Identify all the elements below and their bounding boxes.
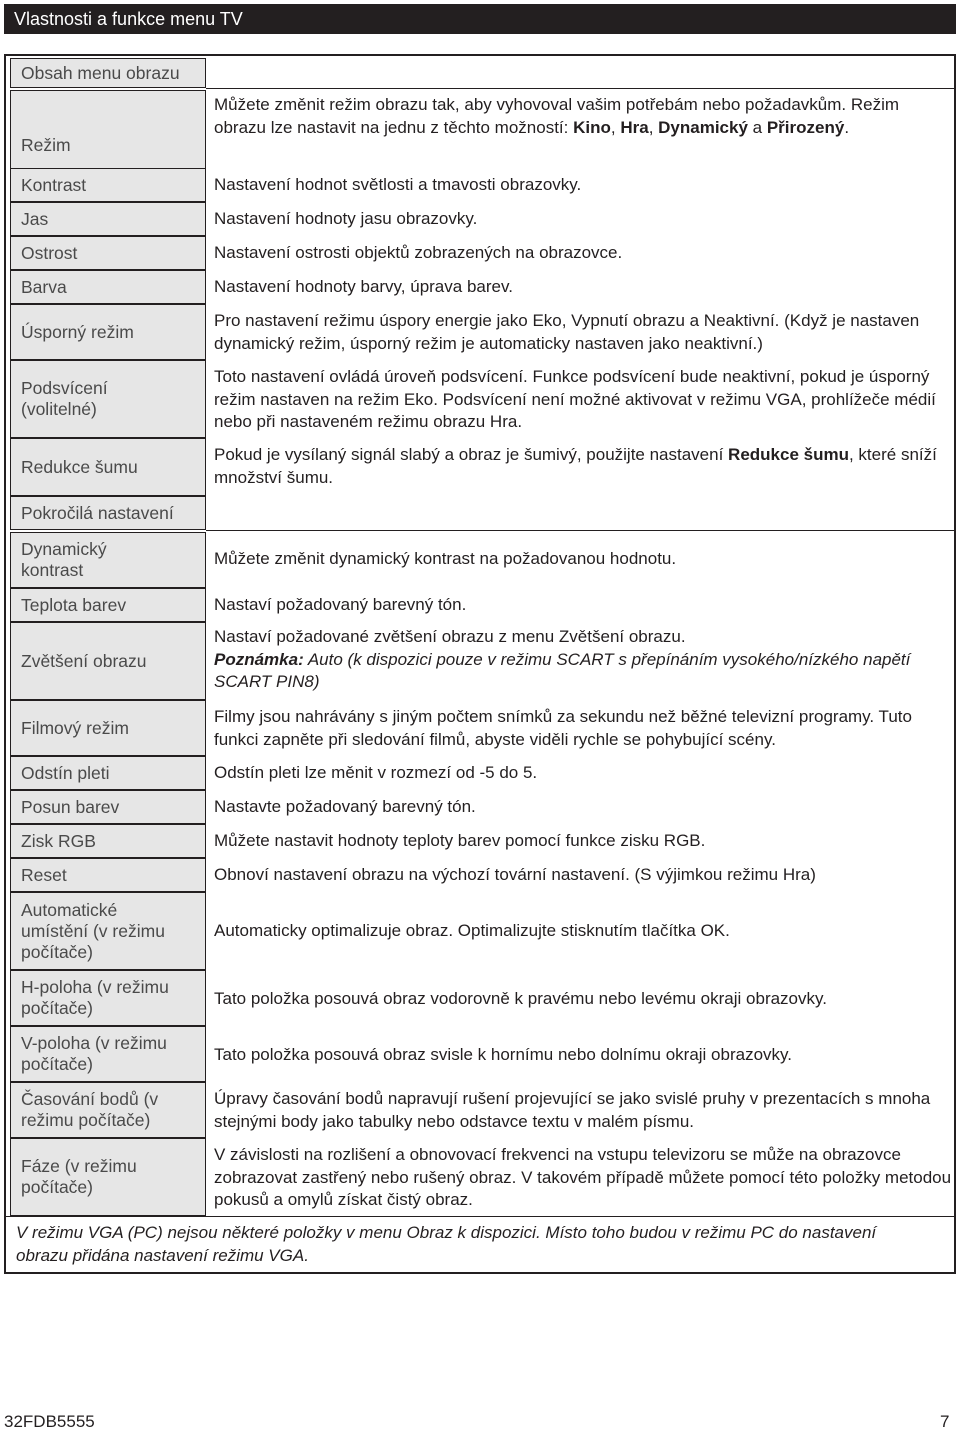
page-header-title: Vlastnosti a funkce menu TV: [14, 9, 243, 29]
section-divider: [206, 530, 954, 531]
row-label-teplota-barev: Teplota barev: [10, 588, 206, 622]
section-divider: [206, 88, 954, 89]
row-label-zvetseni-obrazu: Zvětšení obrazu: [10, 622, 206, 700]
row-label-jas: Jas: [10, 202, 206, 236]
row-desc-jas: Nastavení hodnoty jasu obrazovky.: [214, 209, 478, 228]
row-label-h-poloha: H-poloha (v režimu počítače): [10, 970, 206, 1026]
row-desc-redukce-sumu: Pokud je vysílaný signál slabý a obraz je šumivý, použijte nastavení Redukce šumu, které sníží množství šumu.: [214, 445, 937, 487]
row-desc-usporny-rezim: Pro nastavení režimu úspory energie jako Eko, Vypnutí obrazu a Neaktivní. (Když je nastaven dynamický režim, úsporný režim je automaticky nastaven jako neaktivní.): [214, 311, 920, 353]
row-desc-kontrast: Nastavení hodnot světlosti a tmavosti obrazovky.: [214, 175, 582, 194]
row-desc-zvetseni-obrazu: Nastaví požadované zvětšení obrazu z menu Zvětšení obrazu. Poznámka: Auto (k dispozici pouze v režimu SCART s přepínáním vysokého/nízkého napětí SCART PIN8): [214, 627, 911, 691]
row-label-odstin-pleti: Odstín pleti: [10, 756, 206, 790]
row-desc-podsviceni: Toto nastavení ovládá úroveň podsvícení. Funkce podsvícení bude neaktivní, pokud je úsporný režim nastaven na režim Eko. Podsvícení není možné aktivovat v režimu VGA, prohlížeče médií nebo při nastaveném režimu obrazu Hra.: [214, 367, 936, 431]
row-label-reset: Reset: [10, 858, 206, 892]
row-desc-zisk-rgb: Můžete nastavit hodnoty teploty barev pomocí funkce zisku RGB.: [214, 831, 706, 850]
table-bottom-divider: [6, 1216, 954, 1217]
row-label-dynamicky-kontrast: Dynamický kontrast: [10, 532, 206, 588]
menu-table: [4, 54, 956, 1274]
row-desc-ostrost: Nastavení ostrosti objektů zobrazených na obrazovce.: [214, 243, 623, 262]
page-header: [4, 4, 956, 34]
section-header-picture: Obsah menu obrazu: [10, 58, 206, 88]
row-label-faze: Fáze (v režimu počítače): [10, 1138, 206, 1216]
row-label-barva: Barva: [10, 270, 206, 304]
row-label-redukce-sumu: Redukce šumu: [10, 438, 206, 496]
row-desc-barva: Nastavení hodnoty barvy, úprava barev.: [214, 277, 513, 296]
row-desc-odstin-pleti: Odstín pleti lze měnit v rozmezí od -5 do 5.: [214, 763, 538, 782]
row-desc-rezim: Můžete změnit režim obrazu tak, aby vyhovoval vašim potřebám nebo požadavkům. Režim obrazu lze nastavit na jednu z těchto možností: Kino, Hra, Dynamický a Přirozený.: [214, 95, 900, 137]
vga-footnote: V režimu VGA (PC) nejsou některé položky v menu Obraz k dispozici. Místo toho budou v režimu PC do nastavení obrazu přidána nastavení režimu VGA.: [16, 1223, 877, 1265]
row-label-v-poloha: V-poloha (v režimu počítače): [10, 1026, 206, 1082]
row-desc-h-poloha: Tato položka posouvá obraz vodorovně k pravému nebo levému okraji obrazovky.: [214, 989, 827, 1008]
row-label-filmovy-rezim: Filmový režim: [10, 700, 206, 756]
page-number: 7: [940, 1412, 950, 1431]
row-label-posun-barev: Posun barev: [10, 790, 206, 824]
row-label-ostrost: Ostrost: [10, 236, 206, 270]
row-desc-reset: Obnoví nastavení obrazu na výchozí tovární nastavení. (S výjimkou režimu Hra): [214, 865, 816, 884]
row-desc-filmovy-rezim: Filmy jsou nahrávány s jiným počtem snímků za sekundu než běžné televizní programy. Tuto funkci zapněte při sledování filmů, abyste viděli rychle se pohybující scény.: [214, 707, 912, 749]
row-desc-dynamicky-kontrast: Můžete změnit dynamický kontrast na požadovanou hodnotu.: [214, 549, 677, 568]
row-label-automaticke-umisteni: Automatické umístění (v režimu počítače): [10, 892, 206, 970]
row-label-usporny-rezim: Úsporný režim: [10, 304, 206, 360]
row-desc-v-poloha: Tato položka posouvá obraz svisle k hornímu nebo dolnímu okraji obrazovky.: [214, 1045, 792, 1064]
row-label-rezim: Režim: [10, 90, 206, 200]
row-desc-faze: V závislosti na rozlišení a obnovovací frekvenci na vstupu televizoru se může na obrazovce zobrazovat zastřený nebo rušený obraz. V takovém případě můžete pomocí této položky metodou pokusů a omylů získat čistý obraz.: [214, 1145, 952, 1209]
row-desc-casovani-bodu: Úpravy časování bodů napravují rušení projevující se jako svislé pruhy v prezentacích s mnoha stejnými body jako tabulky nebo odstavce textu v malém písmu.: [214, 1089, 931, 1131]
row-desc-posun-barev: Nastavte požadovaný barevný tón.: [214, 797, 476, 816]
row-desc-teplota-barev: Nastaví požadovaný barevný tón.: [214, 595, 467, 614]
row-label-kontrast: Kontrast: [10, 168, 206, 202]
section-header-advanced: Pokročilá nastavení: [10, 496, 206, 530]
row-label-zisk-rgb: Zisk RGB: [10, 824, 206, 858]
row-label-casovani-bodu: Časování bodů (v režimu počítače): [10, 1082, 206, 1138]
model-number: 32FDB5555: [4, 1412, 95, 1431]
row-label-podsviceni: Podsvícení (volitelné): [10, 360, 206, 438]
row-desc-automaticke-umisteni: Automaticky optimalizuje obraz. Optimalizujte stisknutím tlačítka OK.: [214, 921, 730, 940]
